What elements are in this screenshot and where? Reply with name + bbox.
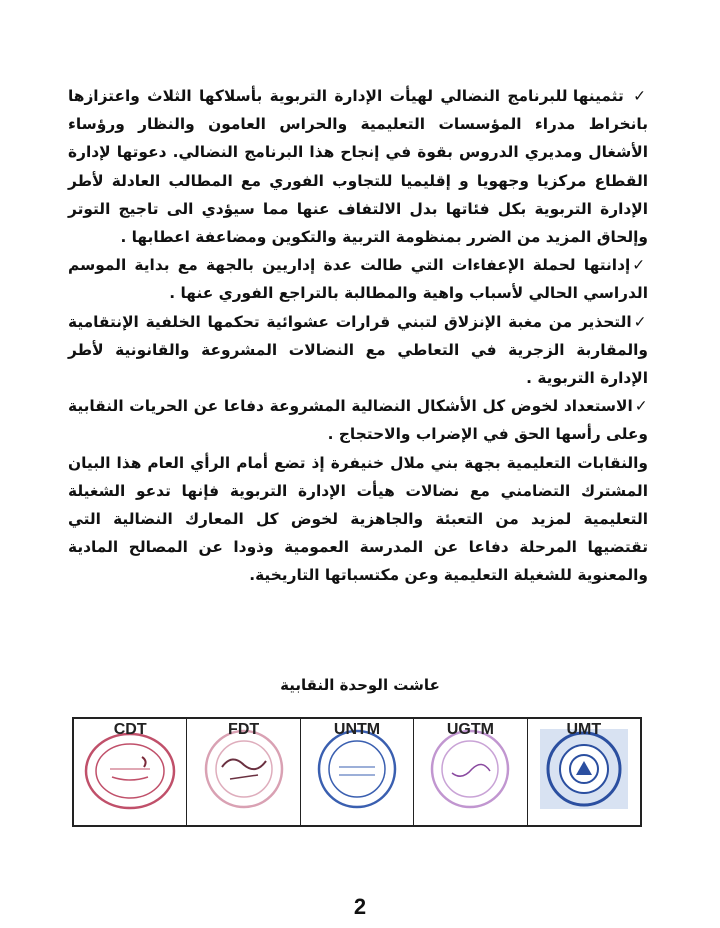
- paragraph-2: [68, 251, 648, 307]
- statement-body: [68, 82, 648, 590]
- signature-cell-umt: [527, 719, 640, 825]
- paragraph-1: [68, 82, 648, 251]
- closing-line: عاشت الوحدة النقابية: [280, 676, 440, 694]
- union-label: UGTM: [446, 721, 494, 738]
- union-signatures-table: [72, 717, 642, 827]
- signature-cell-fdt: [186, 719, 299, 825]
- umt-stamp-icon: [536, 727, 632, 811]
- paragraph-text: إدانتها لحملة الإعفاءات التي طالت عدة إداريين بالجهة مع بداية الموسم الدراسي الحالي لأسباب واهية والمطالبة بالتراجع الفوري عنها .: [68, 256, 648, 303]
- checkmark-icon: ✓: [633, 312, 648, 331]
- paragraph-text: تثمينها للبرنامج النضالي لهيأت الإدارة التربوية بأسلاكها الثلاث واعتزازها بانخراط مدراء المؤسسات التعليمية والحراس العامون والنظار ورؤساء الأشغال ومديري الدروس بقوة في إنجاح هذا البرنامج النضالي. دعوتها لإدارة القطاع مركزيا وجهويا و إقليميا للتجاوب الفوري مع المطالب العادلة لأطر الإدارة التربوية بكل فئاتها بدل الالتفاف عنها مما سيؤدي الى تاجيج التوتر وإلحاق المزيد من الضرر بمنظومة التربية والتكوين ومضاعفة اعطابها .: [68, 87, 648, 247]
- untm-stamp-icon: [309, 727, 405, 811]
- checkmark-icon: ✓: [633, 87, 648, 105]
- fdt-stamp-icon: [196, 727, 292, 811]
- signature-cell-cdt: [74, 719, 186, 825]
- paragraph-text: التحذير من مغبة الإنزلاق لتبني قرارات عشوائية تحكمها الخلفية الإنتقامية والمقاربة الزجرية في التعاطي مع النضالات المشروعة والقانونية لأطر الإدارة التربوية .: [68, 312, 648, 388]
- paragraph-5: [68, 449, 648, 590]
- union-label: CDT: [113, 721, 147, 738]
- ugtm-stamp-icon: [422, 727, 518, 811]
- page-number: 2: [353, 894, 367, 919]
- checkmark-icon: ✓: [634, 397, 648, 416]
- paragraph-text: الاستعداد لخوض كل الأشكال النضالية المشروعة دفاعا عن الحريات النقابية وعلى رأسها الحق في الإضراب والاحتجاج .: [68, 397, 648, 444]
- union-label: UMT: [566, 721, 602, 738]
- signature-cell-untm: [300, 719, 413, 825]
- union-label: FDT: [228, 721, 260, 738]
- signature-cell-ugtm: [413, 719, 526, 825]
- cdt-stamp-icon: [82, 727, 178, 811]
- paragraph-text: والنقابات التعليمية بجهة بني ملال خنيفرة إذ تضع أمام الرأي العام هذا البيان المشترك التضامني مع نضالات هيأت الإدارة التربوية فإنها تدعو الشغيلة التعليمية لمزيد من التعبئة والجاهزية لخوض كل المعارك النضالية التي تقتضيها المرحلة دفاعا عن المدرسة العمومية وذودا عن المصالح المادية والمعنوية للشغيلة التعليمية وعن مكتسباتها التاريخية.: [68, 453, 648, 585]
- checkmark-icon: ✓: [632, 256, 648, 275]
- paragraph-3: [68, 308, 648, 393]
- paragraph-4: [68, 392, 648, 448]
- union-label: UNTM: [333, 721, 381, 738]
